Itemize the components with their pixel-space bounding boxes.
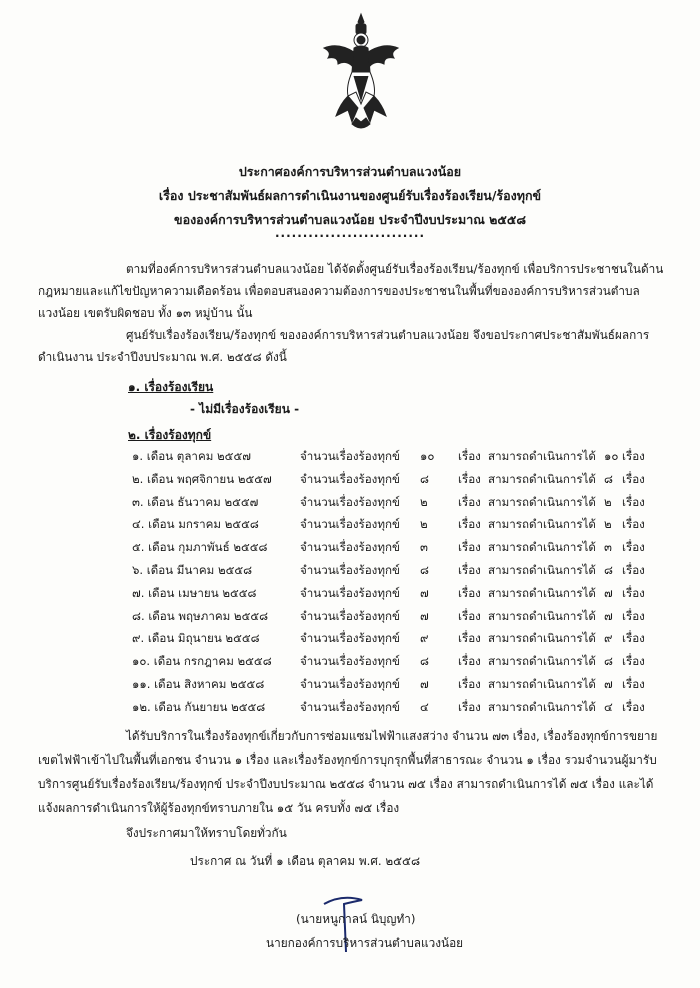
done-cell: ๗ xyxy=(604,608,613,623)
done-cell: ๙ xyxy=(604,631,613,646)
done-label-cell: สามารถดำเนินการได้ xyxy=(488,608,596,623)
done-unit-cell: เรื่อง xyxy=(622,608,645,623)
count-label-cell: จำนวนเรื่องร้องทุกข์ xyxy=(300,585,400,600)
header-line-3: ขององค์การบริหารส่วนตำบลแวงน้อย ประจำปีงบประมาณ ๒๕๕๘ xyxy=(174,212,526,227)
count-label-cell: จำนวนเรื่องร้องทุกข์ xyxy=(300,562,400,577)
count-unit-cell: เรื่อง xyxy=(458,585,481,600)
count-cell: ๘ xyxy=(420,471,429,486)
month-cell: ๑๒. เดือน กันยายน ๒๕๕๘ xyxy=(132,699,266,714)
count-label-cell: จำนวนเรื่องร้องทุกข์ xyxy=(300,540,400,555)
count-unit-cell: เรื่อง xyxy=(458,494,481,509)
count-label-cell: จำนวนเรื่องร้องทุกข์ xyxy=(300,449,400,463)
count-cell: ๗ xyxy=(420,676,429,691)
done-unit-cell: เรื่อง xyxy=(622,631,645,646)
announcement-date: ประกาศ ณ วันที่ ๑ เดือน ตุลาคม พ.ศ. ๒๕๕๘ xyxy=(190,854,421,868)
done-unit-cell: เรื่อง xyxy=(622,585,645,600)
table-row xyxy=(132,494,652,517)
count-unit-cell: เรื่อง xyxy=(458,654,481,669)
count-cell: ๓ xyxy=(420,540,428,555)
month-cell: ๓. เดือน ธันวาคม ๒๕๕๗ xyxy=(132,494,259,509)
month-cell: ๑. เดือน ตุลาคม ๒๕๕๗ xyxy=(132,449,251,463)
done-cell: ๓ xyxy=(604,540,612,555)
done-label-cell: สามารถดำเนินการได้ xyxy=(488,540,596,555)
table-row xyxy=(132,630,652,653)
month-cell: ๑๐. เดือน กรกฎาคม ๒๕๕๘ xyxy=(132,654,272,669)
done-unit-cell: เรื่อง xyxy=(622,562,645,577)
section-complaints-note: - ไม่มีเรื่องร้องเรียน - xyxy=(190,402,300,416)
done-label-cell: สามารถดำเนินการได้ xyxy=(488,654,596,669)
count-cell: ๘ xyxy=(420,562,429,577)
count-label-cell: จำนวนเรื่องร้องทุกข์ xyxy=(300,676,400,691)
table-row xyxy=(132,516,652,539)
count-label-cell: จำนวนเรื่องร้องทุกข์ xyxy=(300,494,400,509)
month-cell: ๘. เดือน พฤษภาคม ๒๕๕๘ xyxy=(132,608,269,623)
table-row xyxy=(132,539,652,562)
table-row xyxy=(132,699,652,722)
done-unit-cell: เรื่อง xyxy=(622,699,645,714)
paragraph-summary: ได้รับบริการในเรื่องร้องทุกข์เกี่ยวกับการซ่อมแซมไฟฟ้าแสงสว่าง จำนวน ๗๓ เรื่อง, เรื่องร้องทุกข์การขยายเขตไฟฟ้าเข้าไปในพื้นที่เอกชน จำนวน ๑ เรื่อง และเรื่องร้องทุกข์การบุกรุกพื้นที่สาธารณะ จำนวน ๑ เรื่อง รวมจำนวนผู้มารับบริการศูนย์รับเรื่องร้องเรียน/ร้องทุกข์ ประจำปีงบประมาณ ๒๕๕๘ จำนวน ๗๕ เรื่อง สามารถดำเนินการได้ ๗๕ เรื่อง และได้แจ้งผลการดำเนินการให้ผู้ร้องทุกข์ทราบภายใน ๑๕ วัน ครบทั้ง ๗๕ เรื่อง xyxy=(38,729,658,815)
done-label-cell: สามารถดำเนินการได้ xyxy=(488,494,596,509)
done-cell: ๗ xyxy=(604,585,613,600)
table-row xyxy=(132,448,652,471)
done-label-cell: สามารถดำเนินการได้ xyxy=(488,517,596,532)
count-unit-cell: เรื่อง xyxy=(458,540,481,555)
month-cell: ๙. เดือน มิถุนายน ๒๕๕๘ xyxy=(132,631,260,646)
signatory-name: (นายหนูกาลน์ นิบุญทำ) xyxy=(296,912,416,926)
signatory-title: นายกองค์การบริหารส่วนตำบลแวงน้อย xyxy=(266,936,464,950)
count-label-cell: จำนวนเรื่องร้องทุกข์ xyxy=(300,471,400,486)
done-label-cell: สามารถดำเนินการได้ xyxy=(488,676,596,691)
count-unit-cell: เรื่อง xyxy=(458,562,481,577)
count-label-cell: จำนวนเรื่องร้องทุกข์ xyxy=(300,631,400,646)
count-unit-cell: เรื่อง xyxy=(458,471,481,486)
count-unit-cell: เรื่อง xyxy=(458,449,481,463)
count-cell: ๗ xyxy=(420,608,429,623)
count-cell: ๗ xyxy=(420,585,429,600)
month-cell: ๑๑. เดือน สิงหาคม ๒๕๕๘ xyxy=(132,676,265,691)
count-unit-cell: เรื่อง xyxy=(458,676,481,691)
count-unit-cell: เรื่อง xyxy=(458,699,481,714)
month-cell: ๔. เดือน มกราคม ๒๕๕๘ xyxy=(132,517,259,532)
done-unit-cell: เรื่อง xyxy=(622,471,645,486)
month-cell: ๒. เดือน พฤศจิกายน ๒๕๕๗ xyxy=(132,471,272,486)
garuda-emblem-icon xyxy=(318,12,404,134)
done-label-cell: สามารถดำเนินการได้ xyxy=(488,699,596,714)
section-grievances-title: ๒. เรื่องร้องทุกข์ xyxy=(128,428,212,442)
done-unit-cell: เรื่อง xyxy=(622,494,645,509)
table-row xyxy=(132,585,652,608)
count-unit-cell: เรื่อง xyxy=(458,631,481,646)
done-label-cell: สามารถดำเนินการได้ xyxy=(488,449,596,463)
done-cell: ๑๐ xyxy=(604,449,619,463)
paragraph-intro: ตามที่องค์การบริหารส่วนตำบลแวงน้อย ได้จัดตั้งศูนย์รับเรื่องร้องเรียน/ร้องทุกข์ เพื่อบริการประชาชนในด้านกฎหมายและแก้ไขปัญหาความเดือดร้อน เพื่อตอบสนองความต้องการของประชาชนในพื้นที่ขององค์การบริหารส่วนตำบลแวงน้อย เขตรับผิดชอบ ทั้ง ๑๓ หมู่บ้าน นั้น xyxy=(38,262,664,320)
count-cell: ๒ xyxy=(420,517,428,532)
header-divider: ........................... xyxy=(274,226,426,240)
count-unit-cell: เรื่อง xyxy=(458,517,481,532)
done-cell: ๗ xyxy=(604,676,613,691)
table-row xyxy=(132,562,652,585)
count-cell: ๘ xyxy=(420,654,429,669)
done-label-cell: สามารถดำเนินการได้ xyxy=(488,562,596,577)
grievance-table xyxy=(132,448,652,722)
done-cell: ๘ xyxy=(604,471,613,486)
header-line-1: ประกาศองค์การบริหารส่วนตำบลแวงน้อย xyxy=(238,164,462,179)
table-row xyxy=(132,676,652,699)
done-unit-cell: เรื่อง xyxy=(622,654,645,669)
count-cell: ๙ xyxy=(420,631,429,646)
done-cell: ๒ xyxy=(604,494,612,509)
count-cell: ๑๐ xyxy=(420,449,435,463)
table-row xyxy=(132,653,652,676)
done-unit-cell: เรื่อง xyxy=(622,540,645,555)
count-cell: ๒ xyxy=(420,494,428,509)
table-row xyxy=(132,471,652,494)
done-unit-cell: เรื่อง xyxy=(622,676,645,691)
document-header xyxy=(0,160,700,232)
month-cell: ๕. เดือน กุมภาพันธ์ ๒๕๕๘ xyxy=(132,540,268,555)
month-cell: ๖. เดือน มีนาคม ๒๕๕๘ xyxy=(132,562,253,577)
table-row xyxy=(132,608,652,631)
section-complaints-title: ๑. เรื่องร้องเรียน xyxy=(128,380,214,394)
count-label-cell: จำนวนเรื่องร้องทุกข์ xyxy=(300,699,400,714)
done-unit-cell: เรื่อง xyxy=(622,449,645,463)
paragraph-closing: จึงประกาศมาให้ทราบโดยทั่วกัน xyxy=(126,826,287,840)
done-cell: ๔ xyxy=(604,699,613,714)
done-unit-cell: เรื่อง xyxy=(622,517,645,532)
count-label-cell: จำนวนเรื่องร้องทุกข์ xyxy=(300,517,400,532)
done-label-cell: สามารถดำเนินการได้ xyxy=(488,631,596,646)
done-cell: ๘ xyxy=(604,562,613,577)
done-label-cell: สามารถดำเนินการได้ xyxy=(488,585,596,600)
done-cell: ๒ xyxy=(604,517,612,532)
header-line-2: เรื่อง ประชาสัมพันธ์ผลการดำเนินงานของศูนย์รับเรื่องร้องเรียน/ร้องทุกข์ xyxy=(158,188,542,203)
paragraph-announcement: ศูนย์รับเรื่องร้องเรียน/ร้องทุกข์ ขององค์การบริหารส่วนตำบลแวงน้อย จึงขอประกาศประชาสัมพันธ์ผลการดำเนินงาน ประจำปีงบประมาณ พ.ศ. ๒๕๕๘ ดังนี้ xyxy=(38,328,650,364)
done-cell: ๘ xyxy=(604,654,613,669)
count-unit-cell: เรื่อง xyxy=(458,608,481,623)
month-cell: ๗. เดือน เมษายน ๒๕๕๘ xyxy=(132,585,257,600)
count-label-cell: จำนวนเรื่องร้องทุกข์ xyxy=(300,654,400,669)
done-label-cell: สามารถดำเนินการได้ xyxy=(488,471,596,486)
count-cell: ๔ xyxy=(420,699,429,714)
count-label-cell: จำนวนเรื่องร้องทุกข์ xyxy=(300,608,400,623)
